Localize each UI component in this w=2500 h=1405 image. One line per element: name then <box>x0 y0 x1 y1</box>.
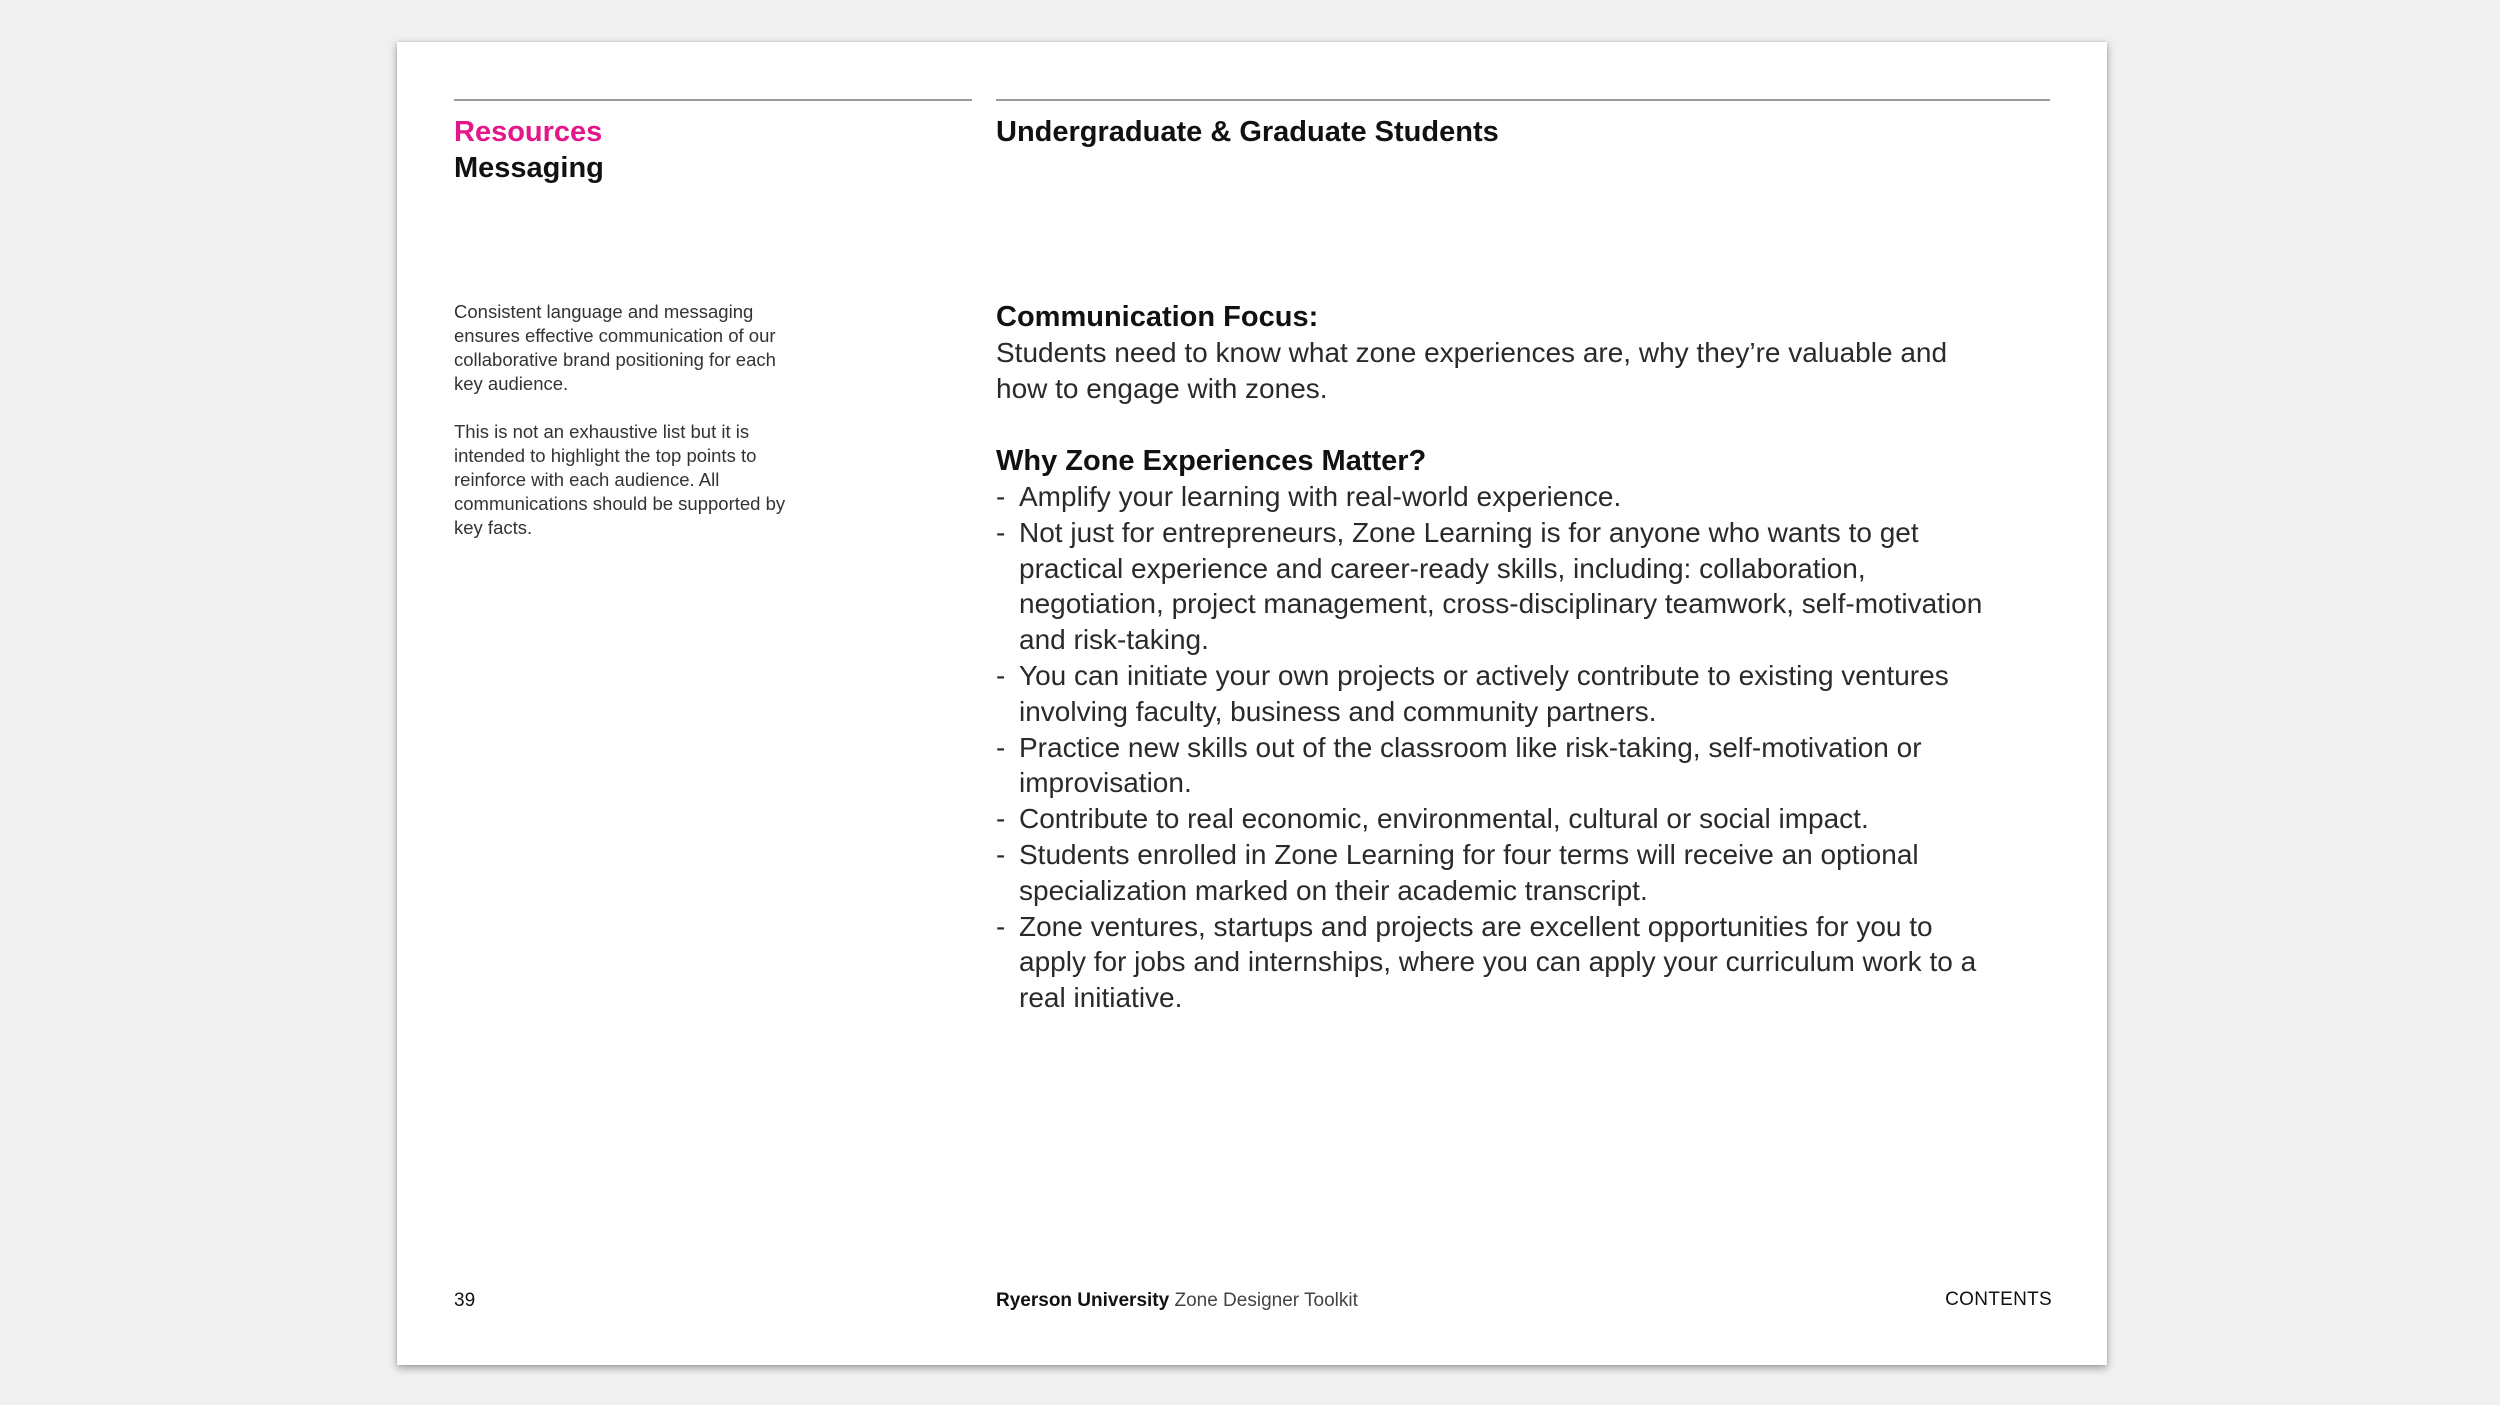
bullet-dash: - <box>996 910 1006 942</box>
list-item <box>996 730 1996 802</box>
top-rule-right <box>996 99 2050 101</box>
bullet-dash: - <box>996 481 1006 512</box>
bullet-dash: - <box>996 731 1006 763</box>
list-item-text: You can initiate your own projects or actively contribute to existing ventures involving faculty, business and community partners. <box>1019 659 1949 727</box>
list-item-text: Students enrolled in Zone Learning for four terms will receive an optional specialization marked on their academic transcript. <box>1019 838 1919 906</box>
bullet-dash: - <box>996 659 1006 691</box>
communication-focus-heading: Communication Focus: <box>996 301 1319 333</box>
document-page <box>397 42 2107 1365</box>
list-item <box>996 515 1996 658</box>
list-item-text: Contribute to real economic, environmental, cultural or social impact. <box>1019 803 1869 835</box>
page-number: 39 <box>454 1290 476 1311</box>
page-title: Undergraduate & Graduate Students <box>996 116 1499 148</box>
benefit-list <box>996 479 1996 1016</box>
list-item <box>996 909 1996 1016</box>
contents-link[interactable]: CONTENTS <box>1945 1289 2052 1310</box>
communication-focus-text: Students need to know what zone experiences are, why they’re valuable and how to engage with zones. <box>996 337 1948 404</box>
sidebar-notes <box>454 300 794 564</box>
list-item <box>996 479 1996 515</box>
list-item-text: Not just for entrepreneurs, Zone Learning is for anyone who wants to get practical experience and career-ready skills, including: collaboration, negotiation, project management, cross-disciplinary teamwork, self-motivation and risk-taking. <box>1019 516 1983 656</box>
section-title: Resources <box>454 116 603 148</box>
bullet-dash: - <box>996 838 1006 870</box>
list-item <box>996 801 1996 837</box>
why-matter-heading: Why Zone Experiences Matter? <box>996 445 1427 477</box>
organization-name: Ryerson University <box>996 1290 1170 1311</box>
list-item <box>996 658 1996 730</box>
list-item-text: Practice new skills out of the classroom like risk-taking, self-motivation or improvisation. <box>1019 731 1922 799</box>
list-item-text: Amplify your learning with real-world experience. <box>1019 481 1622 512</box>
document-title: Zone Designer Toolkit <box>1174 1290 1358 1311</box>
section-label <box>454 114 604 186</box>
publication-footer <box>996 1290 1358 1312</box>
list-item-text: Zone ventures, startups and projects are excellent opportunities for you to apply for jobs and internships, where you can apply your curriculum work to a real initiative. <box>1019 910 1977 1014</box>
main-content <box>996 299 1996 1016</box>
sidebar-note: Consistent language and messaging ensures effective communication of our collaborative brand positioning for each key audience. <box>454 301 776 394</box>
bullet-dash: - <box>996 516 1006 548</box>
bullet-dash: - <box>996 803 1006 835</box>
sidebar-note: This is not an exhaustive list but it is intended to highlight the top points to reinforce with each audience. All communications should be supported by key facts. <box>454 421 786 538</box>
top-rule-left <box>454 99 972 101</box>
list-item <box>996 837 1996 909</box>
subsection-title: Messaging <box>454 152 604 184</box>
